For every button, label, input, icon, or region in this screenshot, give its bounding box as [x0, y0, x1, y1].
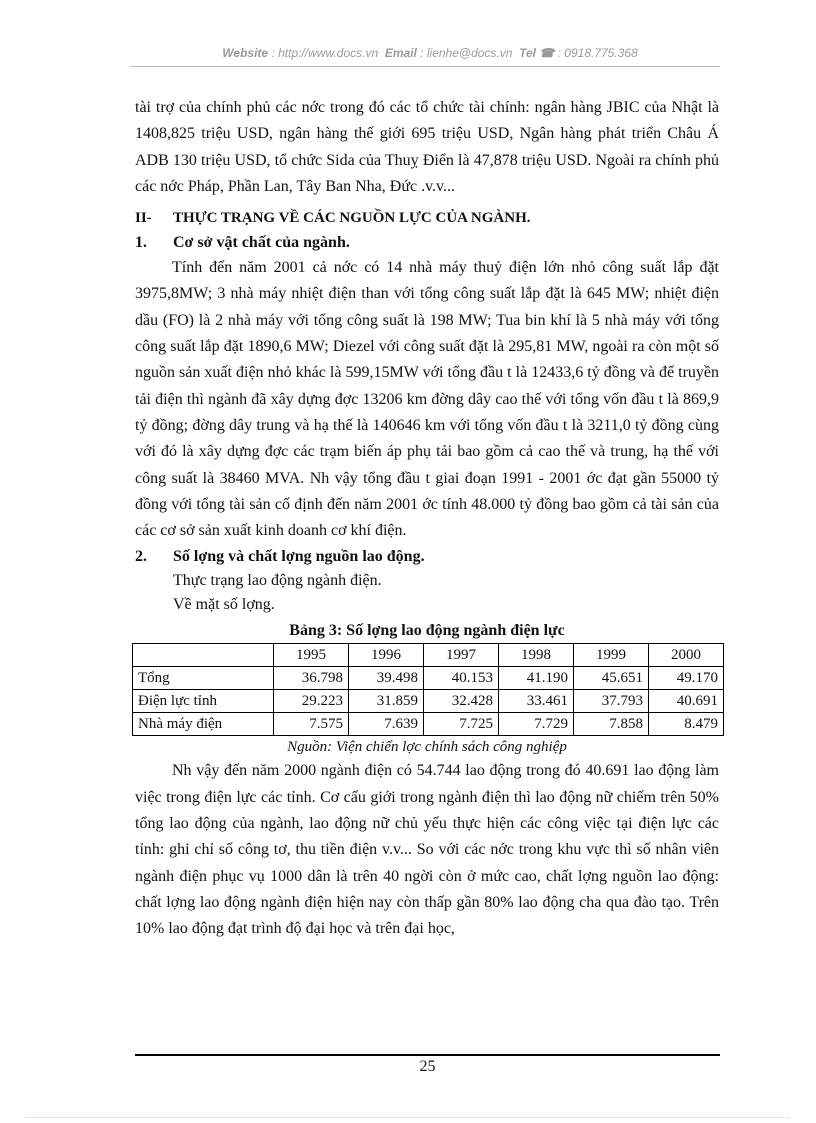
table-cell: 7.729 [499, 713, 574, 736]
section-number: II- [135, 210, 152, 227]
subsection-1-paragraph: Tính đến năm 2001 cả nớc có 14 nhà máy thuỷ điện lớn nhỏ công suất lắp đặt 3975,8MW; 3 nhà máy nhiệt điện than với tổng công suất lắp đặt là 645 MW; nhiệt điện dầu (FO) là 2 nhà máy với tổng công suất là 198 MW; Tua bin khí là 5 nhà máy với tổng công suất lắp đặt 1890,6 MW; Diezel với công suất đặt là 295,81 MW, ngoài ra còn một số nguồn sản xuất điện nhỏ khác là 599,15MW với tổng đầu t là 12433,6 tỷ đồng và để truyền tải điện thì ngành đã xây dựng đợc 13206 km đờng dây cao thế với tổng vốn đầu t là 869,9 tỷ đồng; đờng dây trung và hạ thế là 140646 km với tổng vốn đầu t là 3211,0 tỷ đồng cùng với đó là xây dựng đợc các trạm biến áp phụ tải bao gồm cả cao thế và trung, hạ thế với công suất là 38460 MVA. Nh vậy tổng đầu t giai đoạn 1991 - 2001 ớc đạt gần 55000 tỷ đồng với tổng tài sản cố định đến năm 2001 ớc tính 48.000 tỷ đồng bao gồm cả tài sản của các cơ sở sản xuất kinh doanh cơ khí điện. [135, 259, 719, 540]
email-label: Email [384, 46, 417, 60]
page-header [130, 46, 730, 60]
subsection-2-number: 2. [135, 548, 147, 566]
section-title: THỰC TRẠNG VỀ CÁC NGUỒN LỰC CỦA NGÀNH. [173, 210, 531, 227]
table-corner-cell [133, 644, 274, 667]
year-cell: 1998 [499, 644, 574, 667]
table-cell: 7.575 [274, 713, 349, 736]
table-cell: 40.153 [424, 667, 499, 690]
table-row [133, 713, 724, 736]
table-cell: 49.170 [649, 667, 724, 690]
year-cell: 1995 [274, 644, 349, 667]
year-cell: 1996 [349, 644, 424, 667]
table-title: Bảng 3: Số lợng lao động ngành điện lực [289, 622, 565, 640]
table-cell: 33.461 [499, 690, 574, 713]
subsection-1-title: Cơ sở vật chất của ngành. [173, 234, 350, 252]
tel-value: : 0918.775.368 [557, 46, 638, 60]
table-cell: 37.793 [574, 690, 649, 713]
table-cell: 7.858 [574, 713, 649, 736]
website-label: Website [222, 46, 269, 60]
table-cell: 31.859 [349, 690, 424, 713]
table-cell: 41.190 [499, 667, 574, 690]
subsection-1-heading [135, 230, 719, 255]
row-label: Nhà máy điện [133, 713, 274, 736]
tel-label: Tel ☎ [519, 46, 555, 60]
labor-table [132, 643, 724, 736]
table-header-row [133, 644, 724, 667]
page-edge-dots [26, 1117, 790, 1118]
closing-paragraph: Nh vậy đến năm 2000 ngành điện có 54.744 lao động trong đó 40.691 lao động làm việc trong điện lực các tỉnh. Cơ cấu giới trong ngành điện thì lao động nữ chiếm trên 50% tổng lao động của ngành, lao động nữ chủ yếu thực hiện các công việc tại điện lực các tỉnh: ghi chỉ số công tơ, thu tiền điện v.v... So với các nớc trong khu vực thì số nhân viên ngành điện phục vụ 1000 dân là trên 40 ngời còn ở mức cao, chất lợng nguồn lao động: chất lợng lao động ngành điện hiện nay còn thấp gần 80% lao động cha qua đào tạo. Trên 10% lao động đạt trình độ đại học và trên đại học, [135, 762, 719, 938]
subsection-1-number: 1. [135, 234, 147, 252]
subsection-2-line-1: Thực trạng lao động ngành điện. [173, 572, 382, 590]
header-divider [130, 66, 720, 67]
table-cell: 7.639 [349, 713, 424, 736]
email-value: : lienhe@docs.vn [420, 46, 513, 60]
table-source: Nguồn: Viện chiến lợc chính sách công nghiệp [287, 739, 567, 756]
table-row [133, 690, 724, 713]
year-cell: 2000 [649, 644, 724, 667]
table-cell: 29.223 [274, 690, 349, 713]
row-label: Tổng [133, 667, 274, 690]
table-cell: 32.428 [424, 690, 499, 713]
year-cell: 1997 [424, 644, 499, 667]
table-cell: 40.691 [649, 690, 724, 713]
website-value: : http://www.docs.vn [271, 46, 379, 60]
intro-paragraph: tài trợ của chính phủ các nớc trong đó các tổ chức tài chính: ngân hàng JBIC của Nhật là 1408,825 triệu USD, ngân hàng thế giới 695 triệu USD, Ngân hàng phát triển Châu Á ADB 130 triệu USD, tổ chức Sida của Thuỵ Điển là 47,878 triệu USD. Ngoài ra chính phủ các nớc Pháp, Phần Lan, Tây Ban Nha, Đức .v.v... [135, 99, 719, 195]
table-cell: 8.479 [649, 713, 724, 736]
table-cell: 36.798 [274, 667, 349, 690]
page-body [135, 95, 719, 943]
subsection-2-title: Số lợng và chất lợng nguồn lao động. [173, 548, 425, 566]
subsection-2-heading [135, 544, 719, 569]
table-row [133, 667, 724, 690]
table-cell: 45.651 [574, 667, 649, 690]
subsection-2-line-2: Về mặt số lợng. [173, 596, 275, 614]
row-label: Điện lực tỉnh [133, 690, 274, 713]
table-cell: 39.498 [349, 667, 424, 690]
footer-divider [135, 1054, 720, 1056]
page-number: 25 [419, 1058, 436, 1075]
table-cell: 7.725 [424, 713, 499, 736]
section-heading [135, 206, 719, 230]
year-cell: 1999 [574, 644, 649, 667]
